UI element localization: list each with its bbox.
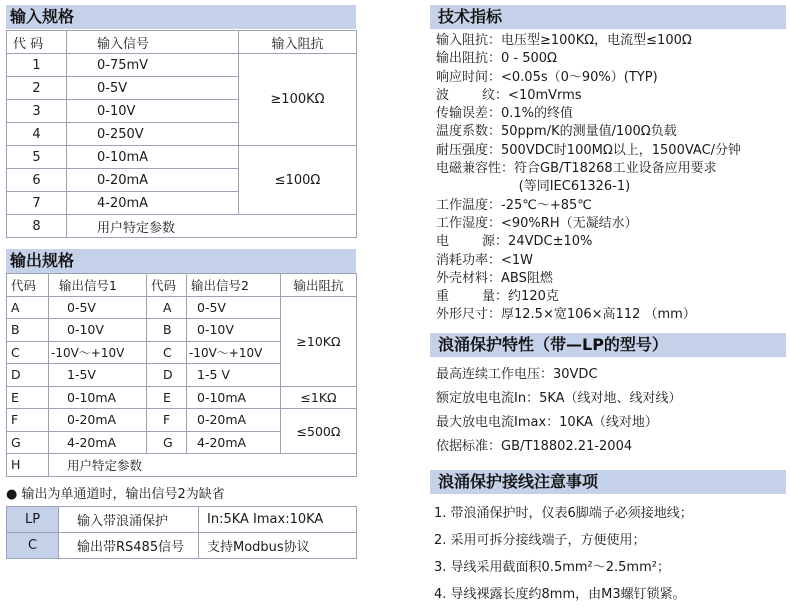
row-code-2: A (147, 296, 187, 319)
spec-housing-material: 外壳材料：ABS阻燃 (436, 270, 553, 286)
row-code: 3 (7, 100, 67, 123)
row-signal: 0-75mV (67, 54, 239, 77)
row-signal-1: 用户特定参数 (49, 454, 357, 477)
spec-output-impedance: 输出阻抗：0 - 500Ω (436, 51, 557, 67)
row-signal-2: 4-20mA (187, 431, 281, 454)
surge-standard: 依据标准：GB/T18802.21-2004 (436, 439, 633, 454)
row-code-1: C (7, 341, 49, 364)
option-desc: 输入带浪涌保护 (59, 507, 199, 533)
row-signal-2: 1-5 V (187, 364, 281, 387)
table-row (7, 409, 357, 432)
surge-title: 浪涌保护特性（带—LP的型号） (430, 333, 786, 357)
spec-power-consumption: 消耗功率：<1W (436, 252, 534, 268)
output-note: ● 输出为单通道时，输出信号2为缺省 (6, 487, 225, 502)
row-signal-1: 0-10mA (49, 386, 147, 409)
output-impedance-fg: ≤500Ω (281, 409, 357, 454)
row-signal-2: -10V～+10V (187, 341, 281, 364)
header-input-signal: 输入信号 (67, 31, 239, 54)
wiring-note-item: 3. 导线采用截面积0.5mm²～2.5mm²； (434, 560, 670, 575)
row-signal-1: 0-20mA (49, 409, 147, 432)
row-signal: 0-10mA (67, 146, 239, 169)
row-code-2: G (147, 431, 187, 454)
wiring-note-item: 2. 采用可拆分接线端子，方便使用； (434, 533, 646, 548)
header-code: 代 码 (7, 31, 67, 54)
row-code-1: D (7, 364, 49, 387)
table-row (7, 386, 357, 409)
row-code-2: C (147, 341, 187, 364)
row-code-1: B (7, 319, 49, 342)
header-code-2: 代码 (147, 274, 187, 297)
row-code: 1 (7, 54, 67, 77)
option-detail: In:5KA Imax:10KA (199, 507, 357, 533)
tech-title: 技术指标 (430, 5, 786, 29)
spec-withstand-voltage: 耐压强度：500VDC时100MΩ以上，1500VAC/分钟 (436, 142, 742, 158)
row-signal: 0-5V (67, 77, 239, 100)
header-output-signal-2: 输出信号2 (187, 274, 281, 297)
table-row (7, 296, 357, 319)
row-code-1: E (7, 386, 49, 409)
row-code-1: H (7, 454, 49, 477)
row-code: 7 (7, 192, 67, 215)
option-code: C (7, 533, 59, 559)
spec-emc-standard: (等同IEC61326-1) (436, 179, 631, 195)
input-spec-title: 输入规格 (6, 5, 356, 29)
row-code: 4 (7, 123, 67, 146)
row-signal-1: 4-20mA (49, 431, 147, 454)
row-signal-2: 0-10mA (187, 386, 281, 409)
row-code-2: B (147, 319, 187, 342)
table-row (7, 454, 357, 477)
table-row (7, 54, 357, 77)
table-row (7, 146, 357, 169)
wiring-note-item: 1. 带浪涌保护时，仪表6脚端子必须接地线； (434, 506, 693, 521)
options-table (6, 506, 357, 559)
row-code: 8 (7, 215, 67, 238)
row-code: 5 (7, 146, 67, 169)
surge-max-current: 最大放电电流Imax：10KA（线对地） (436, 415, 658, 430)
header-output-impedance: 输出阻抗 (281, 274, 357, 297)
output-impedance-e: ≤1KΩ (281, 386, 357, 409)
spec-transfer-error: 传输误差：0.1%的终值 (436, 106, 574, 122)
row-signal-2: 0-5V (187, 296, 281, 319)
option-detail: 支持Modbus协议 (199, 533, 357, 559)
spec-response-time: 响应时间：<0.05s（0～90%）(TYP) (436, 69, 658, 85)
row-signal-1: 0-10V (49, 319, 147, 342)
table-row (7, 533, 357, 559)
row-signal-1: 0-5V (49, 296, 147, 319)
header-input-impedance: 输入阻抗 (239, 31, 357, 54)
row-signal: 0-250V (67, 123, 239, 146)
row-signal: 用户特定参数 (67, 215, 357, 238)
impedance-voltage: ≥100KΩ (239, 54, 357, 146)
row-signal-2: 0-10V (187, 319, 281, 342)
wiring-note-item: 4. 导线裸露长度约8mm，由M3螺钉锁紧。 (434, 587, 686, 602)
row-signal: 0-10V (67, 100, 239, 123)
row-signal-1: -10V～+10V (49, 341, 147, 364)
table-row (7, 215, 357, 238)
spec-emc: 电磁兼容性：符合GB/T18268工业设备应用要求 (436, 161, 717, 177)
spec-temp-coefficient: 温度系数：50ppm/K的测量值/100Ω负载 (436, 124, 677, 140)
row-signal-2: 0-20mA (187, 409, 281, 432)
spec-operating-temp: 工作温度：-25℃～+85℃ (436, 197, 592, 213)
row-code-1: G (7, 431, 49, 454)
table-row (7, 507, 357, 533)
option-code: LP (7, 507, 59, 533)
row-code-2: F (147, 409, 187, 432)
header-code-1: 代码 (7, 274, 49, 297)
wiring-title: 浪涌保护接线注意事项 (430, 470, 786, 494)
row-signal-1: 1-5V (49, 364, 147, 387)
output-spec-title: 输出规格 (6, 249, 356, 273)
row-signal: 0-20mA (67, 169, 239, 192)
row-code: 2 (7, 77, 67, 100)
table-header-row (7, 274, 357, 297)
header-output-signal-1: 输出信号1 (49, 274, 147, 297)
spec-operating-humidity: 工作湿度：<90%RH（无凝结水） (436, 215, 638, 231)
output-impedance-voltage: ≥10KΩ (281, 296, 357, 386)
spec-power-supply: 电 源：24VDC±10% (436, 234, 593, 250)
table-header-row (7, 31, 357, 54)
surge-list (436, 363, 682, 459)
spec-ripple: 波 纹：<10mVrms (436, 87, 582, 103)
row-code-1: F (7, 409, 49, 432)
input-spec-table (6, 30, 357, 238)
row-code-1: A (7, 296, 49, 319)
tech-spec-list (436, 32, 741, 325)
option-desc: 输出带RS485信号 (59, 533, 199, 559)
row-code-2: E (147, 386, 187, 409)
spec-input-impedance: 输入阻抗：电压型≥100KΩ，电流型≤100Ω (436, 33, 692, 48)
surge-rated-current: 额定放电电流In：5KA（线对地、线对线） (436, 391, 682, 406)
row-code-2: D (147, 364, 187, 387)
output-spec-table (6, 273, 357, 477)
spec-dimensions: 外形尺寸：厚12.5×宽106×高112 （mm） (436, 307, 696, 323)
impedance-current: ≤100Ω (239, 146, 357, 215)
row-code: 6 (7, 169, 67, 192)
row-signal: 4-20mA (67, 192, 239, 215)
surge-max-voltage: 最高连续工作电压：30VDC (436, 367, 598, 382)
spec-weight: 重 量：约120克 (436, 289, 559, 305)
wiring-notes (434, 500, 693, 607)
